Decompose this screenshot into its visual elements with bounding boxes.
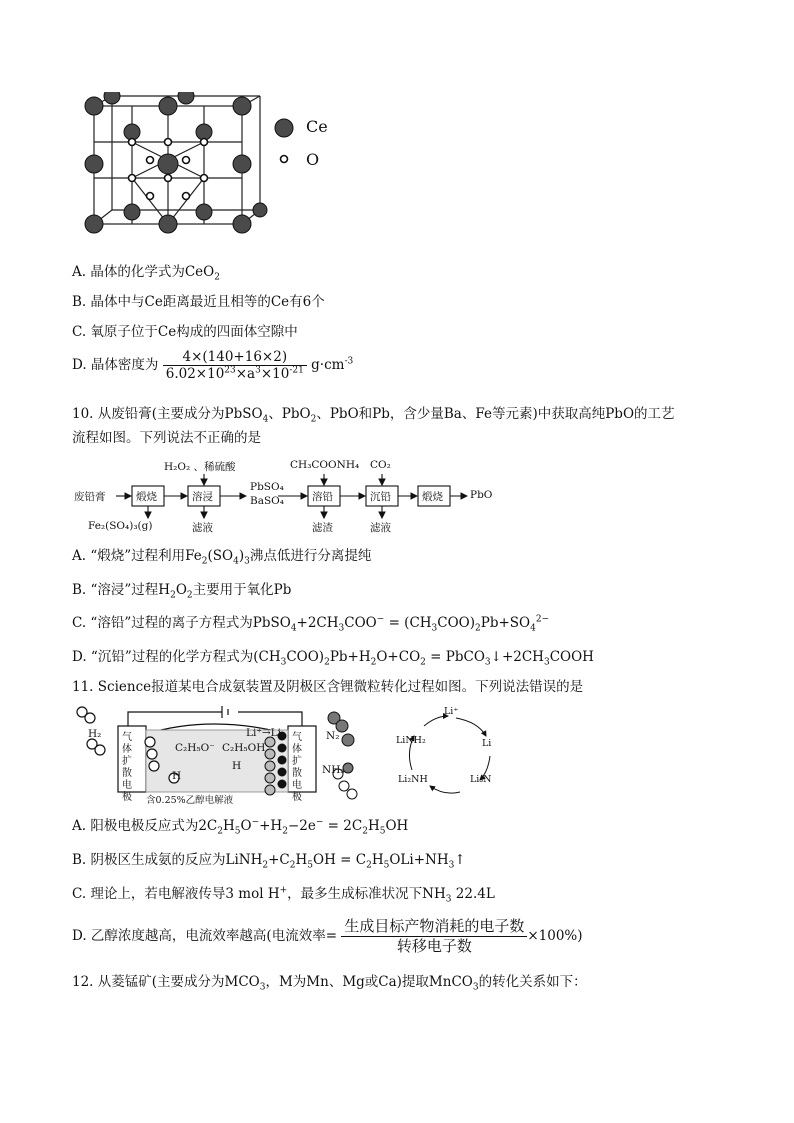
legend-ce-label: Ce [306,117,328,136]
flow-box-dissolve-pb: 溶铅 [312,491,333,503]
fig-li-reduction-label: Li⁺→Li [246,727,282,739]
q12-stem: 12. 从菱锰矿(主要成分为$MCO_3$，M为Mn、Mg或Ca)提取MnCO$_3$的转化关系如下： [72,974,587,993]
q11-option-c: C. 理论上，若电解液传导3 mol H+，最多生成标准状况下$NH_3$ 22.4L [72,885,495,905]
fig-right-electrode: 气体扩散电极 [292,732,302,803]
q9-option-d: D. 晶体密度为 $\frac{4\times(140+16\times 2)}{6.02\times 10^{23}\times a^3\times 10^{-21}}$ $g\cdot cm^{-3}$ [72,349,354,382]
lithium-cycle-diagram [398,708,510,800]
fig-h2-label: H₂ [88,728,102,740]
fig-electrolyte-label: 含0.25%乙醇电解液 [146,795,234,806]
flow-intermediate-1: PbSO₄ [250,481,284,493]
fig-h-label-2: H [232,760,242,772]
flow-reagent-dissolve: CH₃COONH₄ [290,459,360,471]
q11-option-b: B. 阴极区生成氨的反应为$LiNH_2+C_2H_5OH$ = $C_2H_5OLi+NH_3↑$ [72,852,466,871]
q9-option-a: A. 晶体的化学式为CeO$_2$ [72,264,220,283]
flow-reagent-leach: H₂O₂ 、稀硫酸 [164,461,236,473]
flow-output-calcine: Fe₂(SO₄)₃(g) [88,520,153,532]
flow-box-calcine-1: 煅烧 [136,491,157,503]
q11-stem: 11. Science报道某电合成氨装置及阴极区含锂微粒转化过程如图。下列说法错误的是 [72,679,584,695]
q10-option-d: D. “沉铅”过程的化学方程式为$(CH_3COO)_2Pb+H_2O+CO_2$ = $PbCO_3↓+2CH_3COOH$ [72,649,594,668]
q11-option-d: D. 乙醇浓度越高，电流效率越高(电流效率= $\frac{\text{生成目标产物消耗的电子数}}{\text{转移电子数}}$ ×100%) [72,917,583,955]
current-efficiency-fraction: $\frac{\text{生成目标产物消耗的电子数}}{\text{转移电子数}}$ [341,917,527,956]
cycle-li3n: Li₃N [470,774,492,785]
flow-box-leach: 溶浸 [192,491,213,503]
cycle-li2nh: Li₂NH [398,774,428,785]
q11-option-a: A. 阳极电极反应式为$2C_2H_5O^-+H_2-2e^- = 2C_2H_5OH$ [72,817,409,837]
fig-n2-label: N₂ [326,730,340,742]
flow-start: 废铅膏 [74,491,106,503]
crystal-structure-figure [72,92,272,242]
fig-ethanol-label: C₂H₅OH [222,742,266,754]
legend-o-label: O [306,150,320,169]
flow-output-filtrate-1: 滤液 [192,522,213,534]
cycle-li-ion: Li⁺ [444,706,459,717]
q10-stem-line1: 10. 从废铅膏(主要成分为PbSO$_4$、PbO$_2$、PbO和Pb，含少量Ba、Fe等元素)中获取高纯PbO的工艺 [72,406,675,425]
q10-option-c: C. “溶铅”过程的离子方程式为$PbSO_4+2CH_3COO^- = (CH_3COO)_2Pb+SO_4^{2-}$ [72,614,550,634]
flow-box-calcine-2: 煅烧 [422,491,443,503]
q11-electrolysis-figure [72,704,382,804]
q9-option-b: B. 晶体中与Ce距离最近且相等的Ce有6个 [72,294,325,310]
fig-h-label-1: H [172,770,182,782]
flow-box-precipitate-pb: 沉铅 [370,491,391,503]
density-fraction: $\frac{4\times(140+16\times 2)}{6.02\times 10^{23}\times a^3\times 10^{-21}}$ [163,349,307,382]
fig-nh3-label: NH₃ [322,764,345,776]
q10-option-b: B. “溶浸”过程$H_2O_2$主要用于氧化Pb [72,582,292,601]
flow-reagent-precipitate: CO₂ [370,459,391,471]
flow-output-residue: 滤渣 [312,522,333,534]
q10-option-a: A. “煅烧”过程利用$Fe_2(SO_4)_3$沸点低进行分离提纯 [72,548,372,567]
q10-stem-line2: 流程如图。下列说法不正确的是 [72,430,261,446]
q9-option-c: C. 氧原子位于Ce构成的四面体空隙中 [72,324,298,340]
flow-output-filtrate-2: 滤液 [370,522,391,534]
flow-end: PbO [470,489,493,501]
cycle-linh2: LiNH₂ [396,735,426,746]
cycle-li: Li [482,738,492,749]
fig-left-electrode: 气体扩散电极 [122,732,132,803]
fig-ethoxide-label: C₂H₅O⁻ [175,742,215,754]
flow-intermediate-2: BaSO₄ [250,495,284,507]
